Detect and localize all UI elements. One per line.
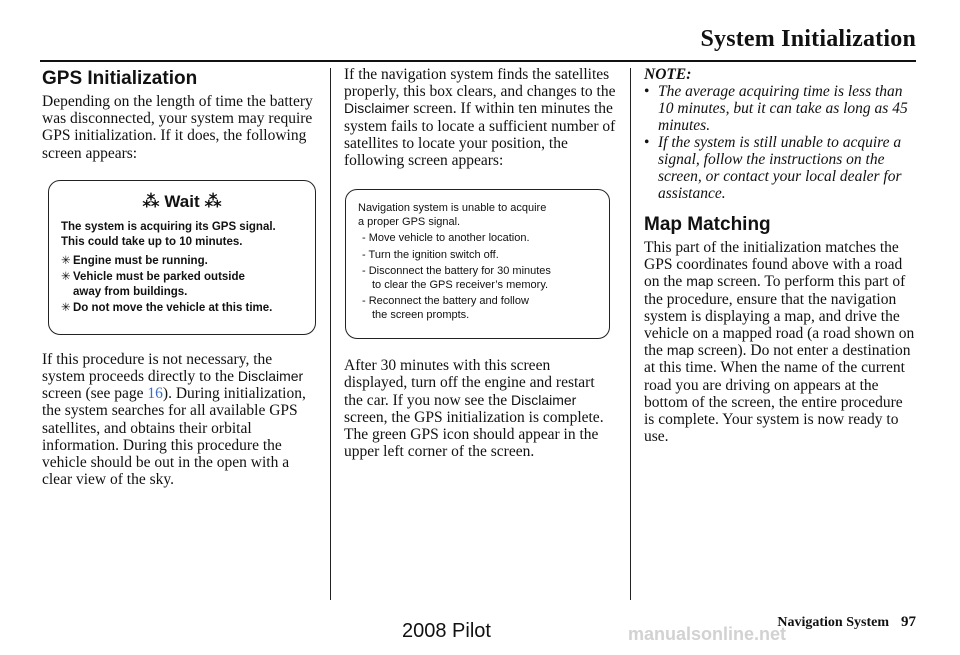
page-reference-link[interactable]: 16	[147, 385, 163, 403]
gps-success-paragraph: If the navigation system finds the satellites properly, this box clears, and changes to the Disclaimer screen. If within ten minutes the system fails to locate a sufficient number of satellites to locate your position, the following screen appears:	[344, 66, 616, 170]
wait-screen-bullet: ✳ Engine must be running.	[61, 254, 303, 270]
gps-intro-paragraph: Depending on the length of time the battery was disconnected, your system may require GPS initialization. If it does, the following screen appears:	[42, 93, 313, 162]
footer-model-name: 2008 Pilot	[402, 620, 491, 642]
map-screen-name: map	[666, 342, 695, 359]
map-screen-name: map	[686, 273, 714, 290]
disclaimer-screen-name: Disclaimer	[511, 391, 577, 408]
map-matching-paragraph: This part of the initialization matches the GPS coordinates found above with a road on the map screen. To perform this part of the procedure, ensure that the navigation system is displaying a map, and drive the vehicle on a mapped road (a road shown on the map screen). Do not enter a destination at this time. When the name of the current road you are driving on appears at the bottom of the screen, the entire procedure is complete. Your system is now ready to use.	[644, 239, 915, 446]
asterisk-icon: ✳	[61, 270, 71, 283]
disclaimer-screen-name: Disclaimer	[237, 368, 304, 385]
wait-screen-bullet: ✳ Vehicle must be parked outside	[61, 270, 303, 286]
wait-screen-bullet: ✳ Do not move the vehicle at this time.	[61, 301, 303, 317]
column-map-matching	[644, 66, 916, 445]
unable-screen-item: - Reconnect the battery and follow the screen prompts.	[362, 295, 529, 321]
footer-page-label	[777, 614, 916, 631]
bullet-icon: •	[644, 134, 650, 151]
column-divider-2	[630, 68, 631, 600]
wait-screen-illustration	[48, 180, 316, 335]
wait-screen-line: The system is acquiring its GPS signal.	[61, 220, 276, 233]
gps-restart-paragraph: After 30 minutes with this screen displayed, turn off the engine and restart the car. If you now see the Disclaimer screen, the GPS initialization is complete. The green GPS icon should appear in the upper left corner of the screen.	[344, 357, 604, 461]
wait-screen-bullet-continuation: away from buildings.	[73, 286, 188, 299]
unable-screen-line: Navigation system is unable to acquire	[358, 202, 547, 215]
disclaimer-screen-name: Disclaimer	[344, 100, 410, 117]
note-list	[644, 83, 916, 202]
section-heading-gps-initialization: GPS Initialization	[42, 68, 198, 89]
column-divider-1	[330, 68, 331, 600]
wait-screen-title: ⁂ Wait ⁂	[142, 191, 222, 211]
page-number: 97	[901, 614, 916, 630]
unable-screen-item: - Move vehicle to another location.	[362, 232, 530, 245]
section-heading-map-matching: Map Matching	[644, 214, 771, 235]
note-item: • The average acquiring time is less than 10 minutes, but it can take as long as 45 minutes.	[644, 83, 908, 134]
unable-screen-line: a proper GPS signal.	[358, 216, 461, 229]
header-rule	[40, 60, 916, 62]
footer-section-name: Navigation System	[777, 615, 889, 630]
page-header-title: System Initialization	[700, 26, 916, 52]
wait-screen-line: This could take up to 10 minutes.	[61, 236, 243, 249]
unable-screen-item: - Turn the ignition switch off.	[362, 248, 499, 261]
asterisk-icon: ✳	[61, 301, 71, 314]
unable-screen-item: - Disconnect the battery for 30 minutes to clear the GPS receiver’s memory.	[362, 265, 551, 291]
note-label: NOTE:	[644, 66, 692, 83]
column-gps-initialization	[42, 66, 314, 488]
bullet-icon: •	[644, 83, 650, 100]
note-item: • If the system is still unable to acquire a signal, follow the instructions on the screen, or contact your local dealer for assistance.	[644, 134, 902, 202]
column-gps-failure	[344, 66, 616, 460]
gps-procedure-paragraph: If this procedure is not necessary, the system proceeds directly to the Disclaimer screen (see page 16). During initialization, the system searches for all available GPS satellites, and obtains their orbital information. During this procedure the vehicle should be out in the open with a clear view of the sky.	[42, 350, 306, 489]
gps-unable-screen-illustration	[345, 189, 610, 339]
asterisk-icon: ✳	[61, 255, 71, 267]
watermark: manualsonline.net	[628, 624, 787, 644]
